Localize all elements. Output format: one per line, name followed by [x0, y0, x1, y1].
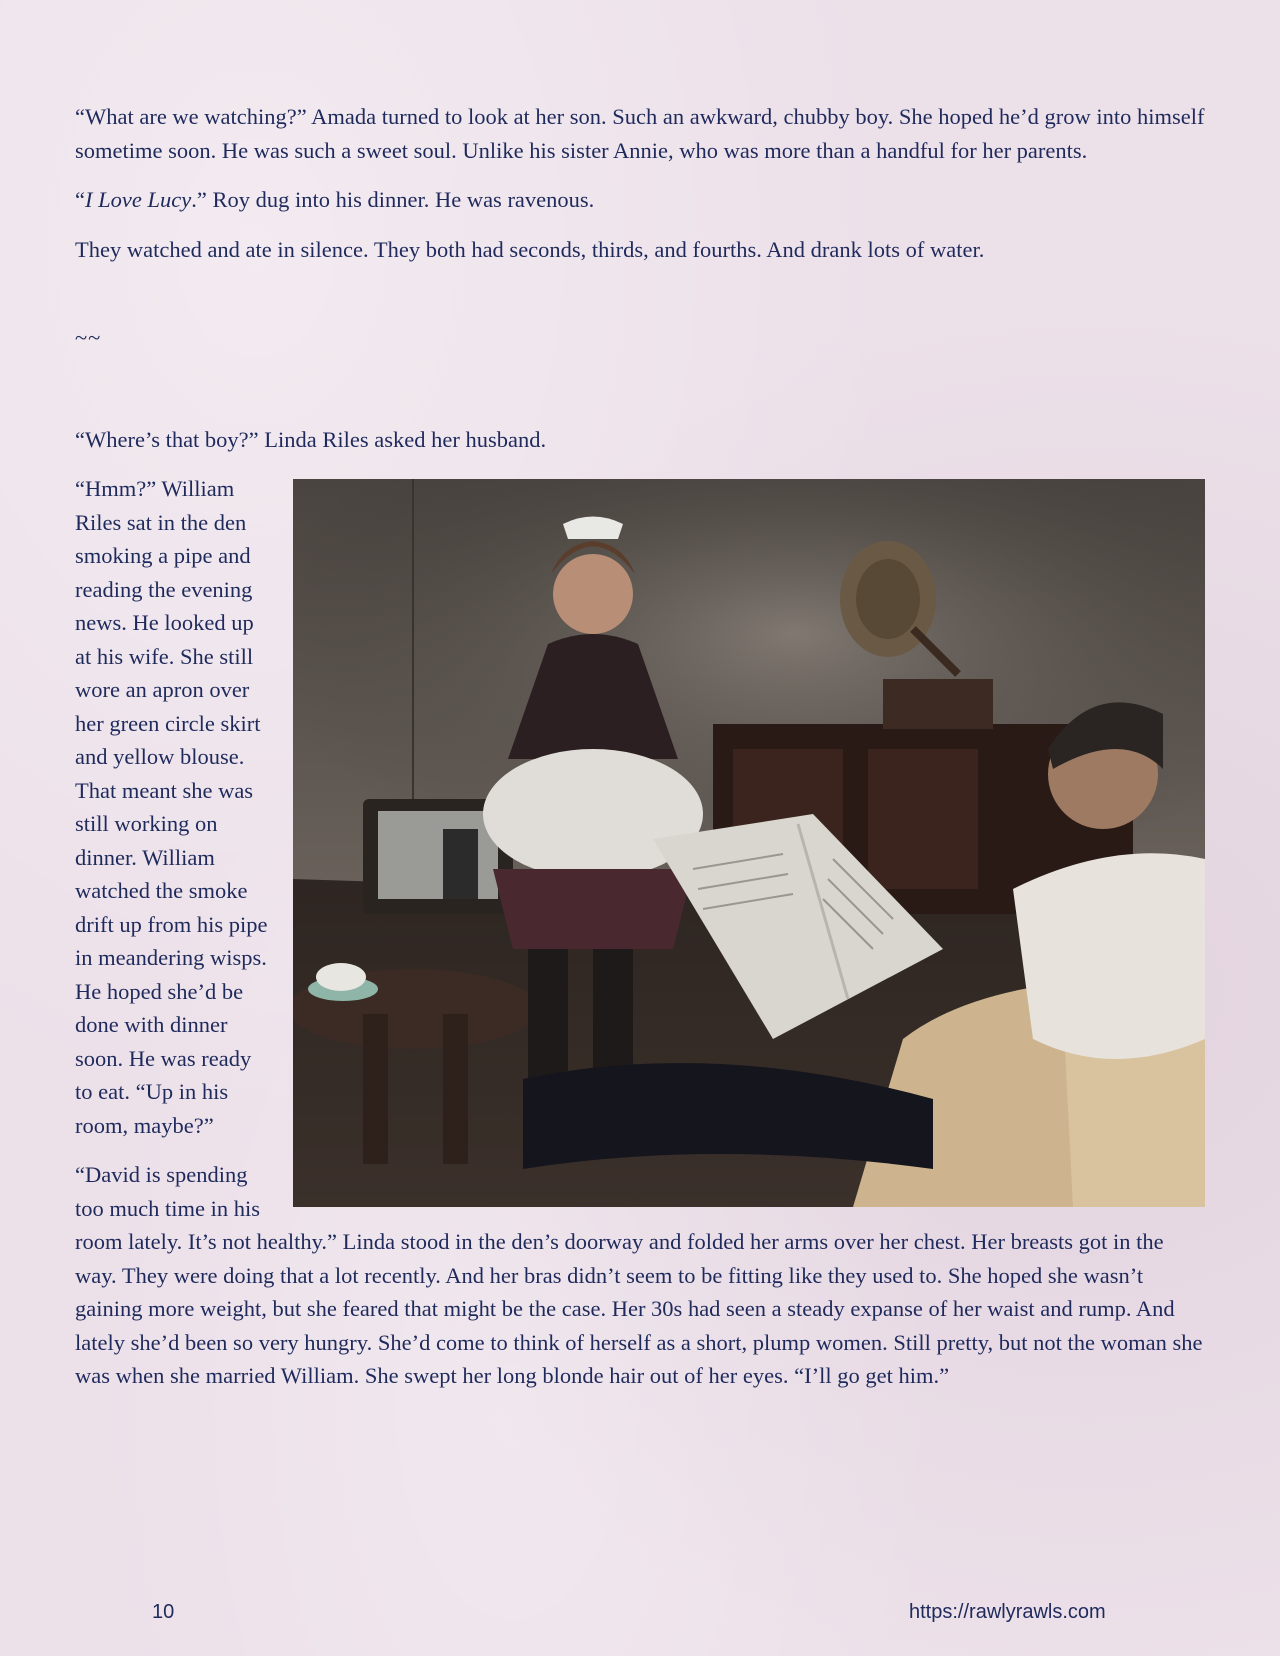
open-quote: “	[75, 187, 85, 212]
section-separator: ~~	[75, 325, 102, 350]
illustration	[293, 479, 1205, 1207]
living-room-illustration	[293, 479, 1205, 1207]
show-title: I Love Lucy	[85, 187, 192, 212]
paragraph-2	[75, 183, 1205, 217]
page-number: 10	[152, 1601, 175, 1623]
paragraph-6: “David is spending too much time in his room lately. It’s not healthy.” Linda stood in the den’s doorway and folded her arms over her chest. Her breasts got in the way. They were doing that a lot recently. And her bras didn’t seem to be fitting like they used to. She hoped she wasn’t gaining more weight, but she feared that might be the case. Her 30s had seen a steady expanse of her waist and rump. And lately she’d been so very hungry. She’d come to think of herself as a short, plump women. Still pretty, but not the woman she was when she married William. She swept her long blonde hair out of her eyes. “I’ll go get him.”	[75, 1162, 1203, 1388]
page-body	[75, 100, 1205, 1409]
paragraph-5: “Hmm?” William Riles sat in the den smoking a pipe and reading the evening news. He looked up at his wife. She still wore an apron over her green circle skirt and yellow blouse. That meant she was still working on dinner. William watched the smoke drift up from his pipe in meandering wisps. He hoped she’d be done with dinner soon. He was ready to eat. “Up in his room, maybe?”	[75, 476, 268, 1138]
footer-url: https://rawlyrawls.com	[909, 1601, 1106, 1623]
paragraph-1: “What are we watching?” Amada turned to look at her son. Such an awkward, chubby boy. She hoped he’d grow into himself sometime soon. He was such a sweet soul. Unlike his sister Annie, who was more than a handful for her parents.	[75, 104, 1205, 163]
paragraph-2-rest: .” Roy dug into his dinner. He was ravenous.	[191, 187, 595, 212]
paragraph-3: They watched and ate in silence. They both had seconds, thirds, and fourths. And drank lots of water.	[75, 236, 985, 262]
paragraph-4: “Where’s that boy?” Linda Riles asked her husband.	[75, 426, 547, 452]
